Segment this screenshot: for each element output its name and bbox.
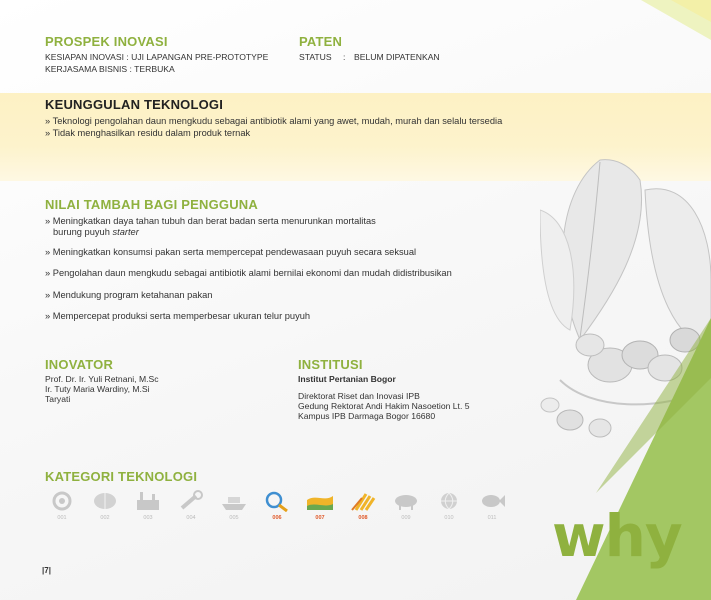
microscope-icon: [262, 490, 292, 512]
nilai-item: » Pengolahan daun mengkudu sebagai antibiotik alami bernilai ekonomi dan mudah didistribusikan: [45, 268, 452, 278]
category-number: 008: [358, 515, 368, 521]
institusi-name: Institut Pertanian Bogor: [298, 374, 396, 384]
prospek-heading: PROSPEK INOVASI: [45, 34, 168, 49]
category-011[interactable]: [474, 490, 510, 526]
prospek-kesiapan: KESIAPAN INOVASI : UJI LAPANGAN PRE-PROTOTYPE: [45, 52, 269, 62]
why-watermark: why: [552, 502, 682, 570]
kategori-heading: KATEGORI TEKNOLOGI: [45, 469, 198, 484]
category-number: 002: [100, 515, 110, 521]
prospek-kerjasama: KERJASAMA BISNIS : TERBUKA: [45, 64, 175, 74]
category-001[interactable]: [44, 490, 80, 526]
category-number: 003: [143, 515, 153, 521]
category-number: 005: [229, 515, 239, 521]
nilai-item: » Mempercepat produksi serta memperbesar ukuran telur puyuh: [45, 311, 311, 321]
keunggulan-item: » Teknologi pengolahan daun mengkudu sebagai antibiotik alami yang awet, mudah, murah dan selalu tersedia: [45, 116, 503, 126]
category-010[interactable]: [431, 490, 467, 526]
nilai-item: » Meningkatkan konsumsi pakan serta mempercepat pendewasaan puyuh secara seksual: [45, 247, 417, 257]
field-icon: [305, 490, 335, 512]
inovator-name: Prof. Dr. Ir. Yuli Retnani, M.Sc: [45, 374, 159, 384]
fish-icon: [477, 490, 507, 512]
wheat-icon: [348, 490, 378, 512]
category-003[interactable]: [130, 490, 166, 526]
page-number: |7|: [42, 566, 51, 575]
inovator-name: Taryati: [45, 393, 71, 404]
nilai-item: » Mendukung program ketahanan pakan: [45, 290, 213, 300]
category-number: 011: [487, 515, 497, 521]
category-number: 010: [444, 515, 454, 521]
category-002[interactable]: [87, 490, 123, 526]
factory-icon: [133, 490, 163, 512]
category-007[interactable]: [302, 490, 338, 526]
category-008[interactable]: [345, 490, 381, 526]
keunggulan-heading: KEUNGGULAN TEKNOLOGI: [45, 97, 224, 112]
category-006[interactable]: [259, 490, 295, 526]
gear-icon: [47, 490, 77, 512]
category-number: 004: [186, 515, 196, 521]
category-005[interactable]: [216, 490, 252, 526]
kategori-icon-row: [44, 490, 514, 526]
institusi-address: [298, 392, 470, 422]
paten-heading: PATEN: [299, 34, 343, 49]
institusi-line: Direktorat Riset dan Inovasi IPB: [298, 391, 420, 401]
corner-accent: [621, 0, 711, 40]
brain-icon: [90, 490, 120, 512]
category-number: 006: [272, 515, 282, 521]
paten-status-sep: :: [343, 52, 346, 62]
nilai-heading: NILAI TAMBAH BAGI PENGGUNA: [45, 197, 258, 212]
keunggulan-item: » Tidak menghasilkan residu dalam produk ternak: [45, 128, 251, 138]
category-004[interactable]: [173, 490, 209, 526]
cow-icon: [391, 490, 421, 512]
category-number: 007: [315, 515, 325, 521]
globe-icon: [434, 490, 464, 512]
paten-status-value: BELUM DIPATENKAN: [354, 52, 440, 62]
inovator-list: [45, 375, 159, 405]
nilai-item-1-cont: burung puyuh starter: [53, 227, 139, 237]
nilai-item-1: » Meningkatkan daya tahan tubuh dan berat badan serta menurunkan mortalitas: [45, 216, 376, 226]
wrench-icon: [176, 490, 206, 512]
inovator-name: Ir. Tuty Maria Wardiny, M.Si: [45, 383, 150, 394]
paten-status-label: STATUS: [299, 52, 332, 62]
inovator-heading: INOVATOR: [45, 357, 114, 372]
institusi-line: Gedung Rektorat Andi Hakim Nasoetion Lt. 5: [298, 400, 470, 411]
institusi-heading: INSTITUSI: [298, 357, 363, 372]
institusi-line: Kampus IPB Darmaga Bogor 16680: [298, 410, 436, 421]
category-number: 009: [401, 515, 411, 521]
category-number: 001: [57, 515, 67, 521]
category-009[interactable]: [388, 490, 424, 526]
ship-icon: [219, 490, 249, 512]
nilai-italic: starter: [112, 227, 139, 237]
